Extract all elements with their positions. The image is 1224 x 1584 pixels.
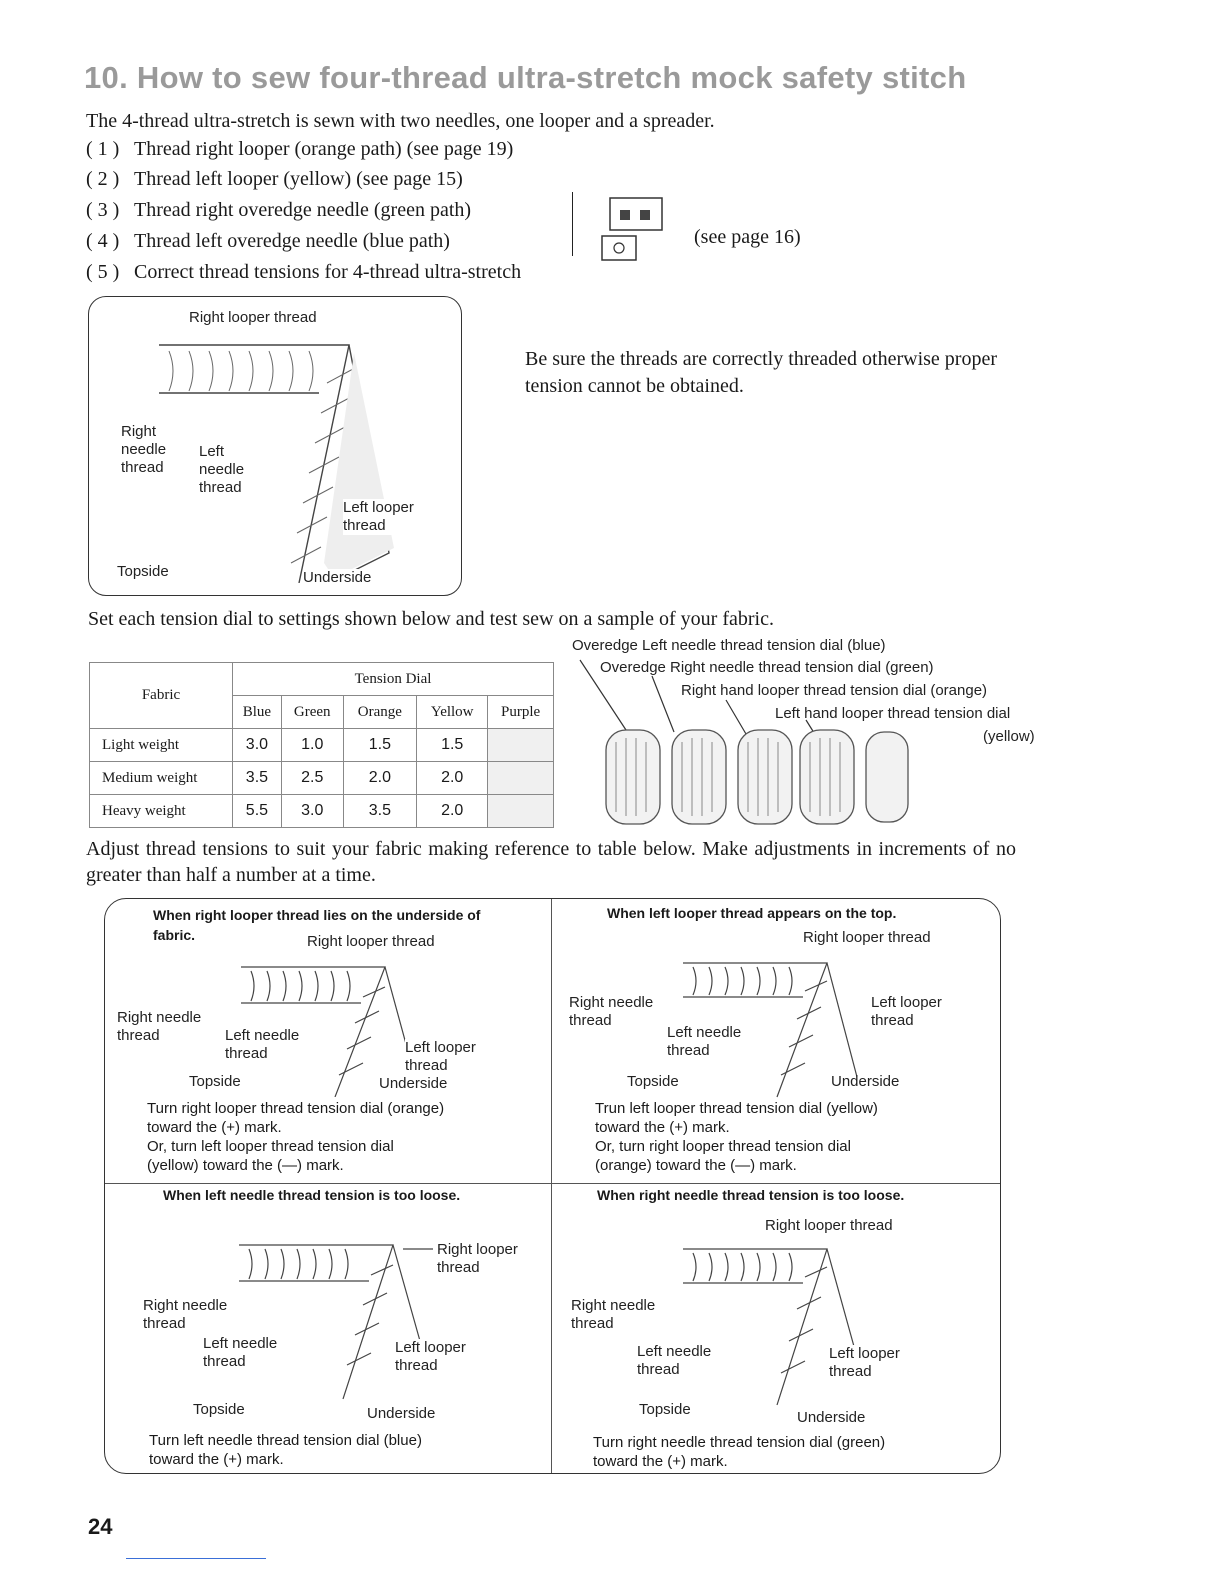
panel-looper-on-top — [551, 899, 1000, 1183]
troubleshoot-grid — [104, 898, 1001, 1474]
header-fabric: Fabric — [90, 663, 233, 729]
cell-empty — [488, 762, 554, 795]
label-right-needle: Right needle thread — [569, 994, 654, 1029]
label-topside: Topside — [627, 1073, 679, 1090]
panel-instructions: Turn left needle thread tension dial (blue) toward the (+) mark. — [149, 1432, 422, 1468]
stitch-illustration — [149, 333, 449, 583]
col-purple: Purple — [488, 696, 554, 729]
table-row — [90, 795, 554, 828]
cell-value: 2.0 — [417, 795, 488, 828]
label-topside: Topside — [117, 563, 169, 580]
label-underside: Underside — [367, 1405, 436, 1422]
cell-value: 2.0 — [343, 762, 416, 795]
label-left-needle: Left needle thread — [203, 1335, 278, 1370]
threading-note: Be sure the threads are correctly threaded otherwise proper tension cannot be obtained. — [525, 348, 998, 397]
dial-label-orange: Right hand looper thread tension dial (orange) — [681, 682, 988, 699]
label-topside: Topside — [189, 1073, 241, 1090]
label-left-needle: Left needle thread — [225, 1027, 300, 1062]
label-left-looper: Left looper thread — [343, 499, 414, 534]
step-2: ( 2 ) Thread left looper (yellow) (see page 15) — [86, 168, 463, 190]
panel-left-needle-loose — [105, 1183, 551, 1473]
label-right-looper: Right looper thread — [307, 933, 435, 950]
cell-value: 1.5 — [417, 729, 488, 762]
cell-empty — [488, 795, 554, 828]
cell-value: 3.5 — [343, 795, 416, 828]
label-left-needle: Left needle thread — [637, 1343, 712, 1378]
label-right-looper: Right looper thread — [765, 1217, 893, 1234]
panel-title: When right looper thread lies on the underside of fabric. — [153, 907, 481, 943]
intro-text: The 4-thread ultra-stretch is sewn with two needles, one looper and a spreader. — [86, 110, 715, 132]
page-title: 10. How to sew four-thread ultra-stretch mock safety stitch — [84, 60, 967, 95]
set-tension-text: Set each tension dial to settings shown below and test sew on a sample of your fabric. — [88, 608, 774, 630]
page-number: 24 — [88, 1514, 113, 1539]
cell-value: 1.0 — [281, 729, 343, 762]
label-left-needle: Left needle thread — [667, 1024, 742, 1059]
needle-position-icon — [598, 196, 668, 264]
panel-looper-underside — [105, 899, 551, 1183]
step-bracket — [566, 192, 573, 256]
cell-empty — [488, 729, 554, 762]
label-right-needle: Right needle thread — [117, 1009, 202, 1044]
label-underside: Underside — [831, 1073, 900, 1090]
cell-value: 5.5 — [233, 795, 282, 828]
label-left-looper: Left looper thread — [395, 1339, 466, 1374]
col-green: Green — [281, 696, 343, 729]
panel-instructions: Turn right needle thread tension dial (green) toward the (+) mark. — [593, 1434, 886, 1470]
label-topside: Topside — [193, 1401, 245, 1418]
stitch-illustration — [677, 1239, 897, 1409]
panel-right-needle-loose — [551, 1183, 1000, 1473]
label-left-needle: Left needle thread — [199, 443, 245, 496]
main-stitch-diagram — [88, 296, 462, 596]
panel-title: When right needle thread tension is too loose. — [597, 1187, 905, 1203]
row-fabric: Medium weight — [90, 762, 233, 795]
label-left-looper: Left looper thread — [829, 1345, 900, 1380]
label-topside: Topside — [639, 1401, 691, 1418]
stitch-illustration — [233, 1233, 453, 1403]
tension-dials-illustration — [576, 652, 926, 834]
label-underside: Underside — [379, 1075, 448, 1092]
label-left-looper: Left looper thread — [405, 1039, 476, 1074]
dial-label-blue: Overedge Left needle thread tension dial (blue) — [572, 637, 886, 654]
label-underside: Underside — [797, 1409, 866, 1426]
cell-value: 3.0 — [281, 795, 343, 828]
footer-line — [126, 1558, 266, 1559]
row-fabric: Heavy weight — [90, 795, 233, 828]
panel-title: When left looper thread appears on the top. — [607, 905, 897, 921]
panel-instructions: Turn right looper thread tension dial (orange) toward the (+) mark. Or, turn left looper thread tension dial (yellow) toward the (—) mark. — [147, 1100, 445, 1174]
step-3: ( 3 ) Thread right overedge needle (green path) — [86, 199, 472, 221]
see-page-ref: (see page 16) — [694, 226, 801, 248]
label-right-needle: Right needle thread — [121, 423, 167, 476]
cell-value: 3.0 — [233, 729, 282, 762]
cell-value: 2.0 — [417, 762, 488, 795]
label-right-needle: Right needle thread — [143, 1297, 228, 1332]
label-right-looper: Right looper thread — [189, 309, 317, 326]
cell-value: 3.5 — [233, 762, 282, 795]
cell-value: 1.5 — [343, 729, 416, 762]
col-blue: Blue — [233, 696, 282, 729]
dial-label-green: Overedge Right needle thread tension dial (green) — [600, 659, 934, 676]
table-row — [90, 729, 554, 762]
adjust-text: Adjust thread tensions to suit your fabric making reference to table below. Make adjustments in increments of no greater than half a number at a time. — [86, 838, 1016, 886]
panel-title: When left needle thread tension is too loose. — [163, 1187, 461, 1203]
label-underside: Underside — [303, 569, 372, 586]
step-1: ( 1 ) Thread right looper (orange path) (see page 19) — [86, 138, 514, 160]
label-right-looper: Right looper thread — [803, 929, 931, 946]
col-orange: Orange — [343, 696, 416, 729]
step-4: ( 4 ) Thread left overedge needle (blue path) — [86, 230, 450, 252]
table-row — [90, 762, 554, 795]
dial-label-yellow-2: (yellow) — [983, 728, 1035, 745]
panel-instructions: Trun left looper thread tension dial (yellow) toward the (+) mark. Or, turn right looper thread tension dial (orange) toward the (—) mark. — [595, 1100, 878, 1174]
label-right-looper: Right looper thread — [437, 1241, 518, 1276]
col-yellow: Yellow — [417, 696, 488, 729]
tension-table — [89, 662, 554, 828]
row-fabric: Light weight — [90, 729, 233, 762]
cell-value: 2.5 — [281, 762, 343, 795]
label-right-needle: Right needle thread — [571, 1297, 656, 1332]
dial-label-yellow: Left hand looper thread tension dial — [775, 705, 1011, 722]
label-left-looper: Left looper thread — [871, 994, 942, 1029]
step-5: ( 5 ) Correct thread tensions for 4-thread ultra-stretch — [86, 261, 522, 283]
header-tension-dial: Tension Dial — [233, 663, 554, 696]
